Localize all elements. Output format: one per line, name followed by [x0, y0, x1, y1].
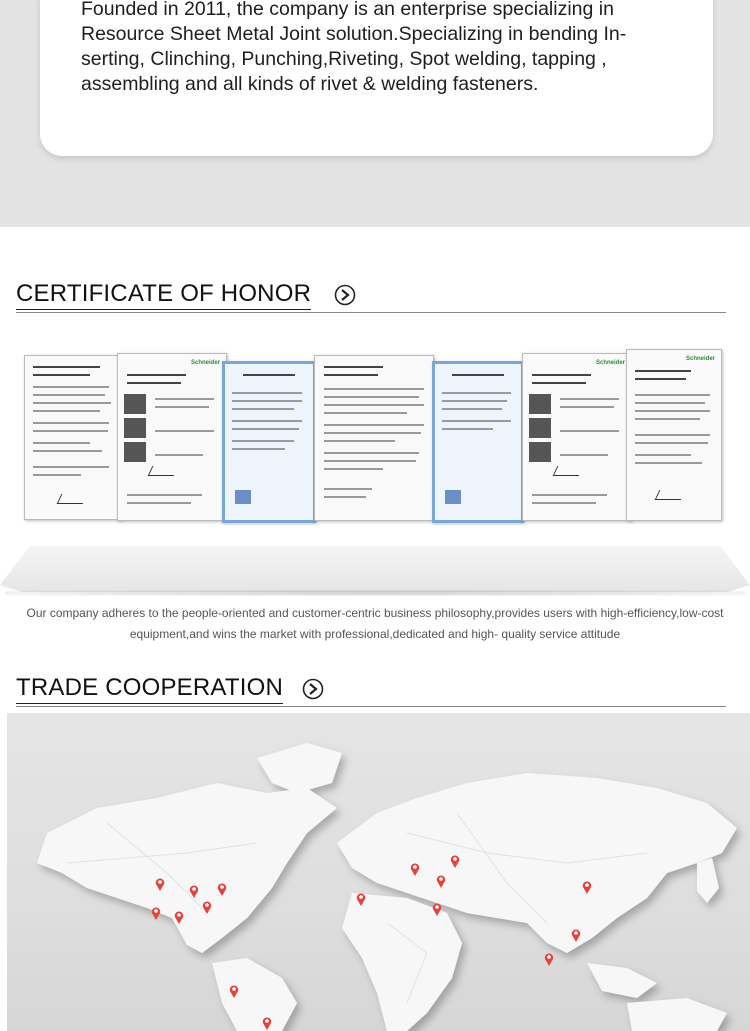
world-map-landmass — [7, 713, 750, 1031]
intro-line: Resource Sheet Metal Joint solution.Specializing in bending In- — [81, 23, 627, 45]
location-pin-icon — [432, 902, 442, 916]
philosophy-line: equipment,and wins the market with professional,dedicated and high- quality service attitude — [129, 627, 621, 641]
location-pin-icon — [544, 952, 554, 966]
divider — [16, 312, 726, 313]
philosophy-text — [10, 603, 740, 645]
arrow-right-circle-icon[interactable] — [334, 284, 356, 306]
certificate-shelf — [0, 546, 750, 592]
location-pin-icon — [582, 880, 592, 894]
certificate-document[interactable]: Schneider — [117, 353, 227, 521]
certificate-document[interactable] — [314, 355, 434, 521]
location-pin-icon — [217, 882, 227, 896]
location-pin-icon — [189, 884, 199, 898]
certificate-document[interactable]: Schneider — [626, 349, 722, 521]
arrow-right-circle-icon[interactable] — [302, 678, 324, 700]
location-pin-icon — [571, 928, 581, 942]
certificate-document[interactable]: Schneider — [522, 353, 632, 521]
trade-title: TRADE COOPERATION — [16, 674, 283, 704]
location-pin-icon — [436, 874, 446, 888]
world-map — [7, 713, 750, 1031]
location-pin-icon — [151, 906, 161, 920]
certificate-gallery — [24, 345, 724, 525]
location-pin-icon — [174, 910, 184, 924]
intro-line: Founded in 2011, the company is an enterprise specializing in — [81, 0, 614, 20]
location-pin-icon — [450, 854, 460, 868]
certificate-title: CERTIFICATE OF HONOR — [16, 280, 311, 310]
location-pin-icon — [202, 900, 212, 914]
certificate-document[interactable] — [432, 361, 524, 523]
company-intro-text — [81, 0, 681, 97]
certificate-heading — [16, 280, 311, 310]
trade-heading — [16, 674, 283, 704]
location-pin-icon — [356, 892, 366, 906]
location-pin-icon — [155, 877, 165, 891]
divider — [16, 706, 726, 707]
location-pin-icon — [262, 1016, 272, 1030]
location-pin-icon — [410, 862, 420, 876]
location-pin-icon — [229, 984, 239, 998]
certificate-document[interactable] — [222, 361, 316, 523]
philosophy-line: Our company adheres to the people-oriented and customer-centric business philosophy,provides users with high-efficiency,low-cost — [26, 606, 724, 620]
intro-line: assembling and all kinds of rivet & welding fasteners. — [81, 73, 539, 95]
intro-line: serting, Clinching, Punching,Riveting, Spot welding, tapping , — [81, 48, 607, 70]
certificate-document[interactable] — [24, 355, 122, 520]
shelf-shadow — [5, 590, 745, 596]
